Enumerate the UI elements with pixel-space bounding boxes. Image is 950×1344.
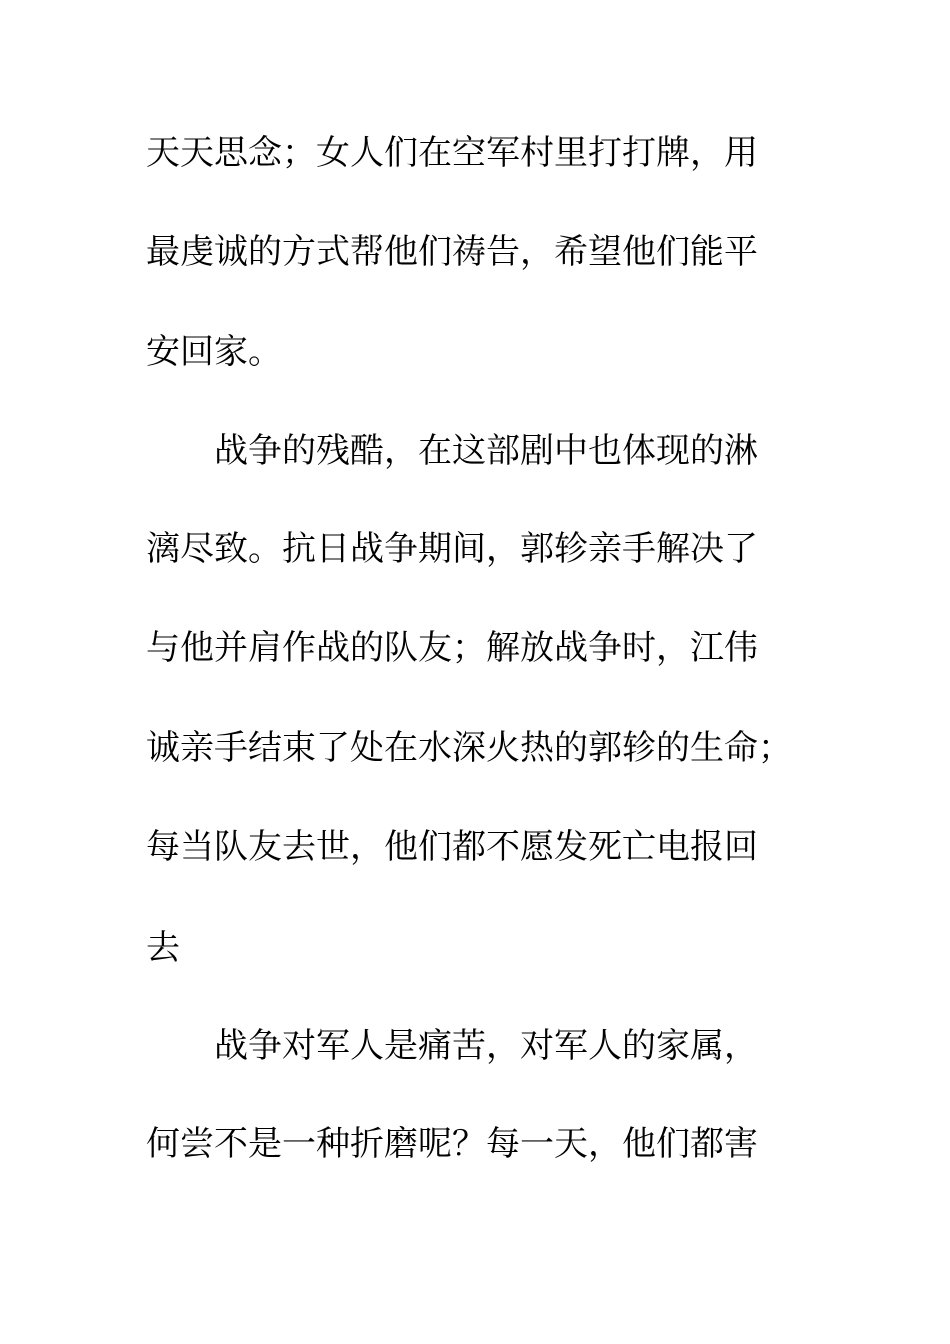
text-line: 何尝不是一种折磨呢？每一天，他们都害 bbox=[146, 1124, 758, 1164]
text-line: 与他并肩作战的队友；解放战争时，江伟 bbox=[146, 628, 758, 668]
text-line: 每当队友去世，他们都不愿发死亡电报回 bbox=[146, 827, 758, 867]
text-line: 天天思念；女人们在空军村里打打牌，用 bbox=[146, 133, 758, 173]
text-line: 去 bbox=[146, 928, 180, 968]
text-line: 安回家。 bbox=[146, 332, 282, 372]
text-line: 漓尽致。抗日战争期间，郭轸亲手解决了 bbox=[146, 529, 758, 569]
paragraph-first-line: 战争的残酷，在这部剧中也体现的淋 bbox=[214, 431, 758, 471]
paragraph-first-line: 战争对军人是痛苦，对军人的家属， bbox=[214, 1026, 758, 1066]
text-line: 最虔诚的方式帮他们祷告，希望他们能平 bbox=[146, 232, 758, 272]
text-line: 诚亲手结束了处在水深火热的郭轸的生命； bbox=[146, 728, 792, 768]
